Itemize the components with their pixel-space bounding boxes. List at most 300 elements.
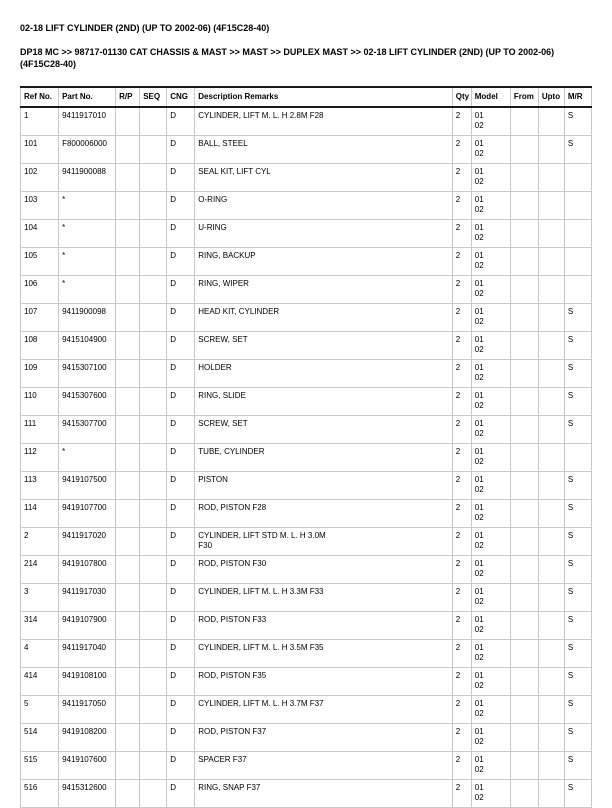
upto-cell	[538, 192, 564, 220]
model-cell: 01 02	[471, 528, 510, 556]
ref-no-cell: 104	[21, 220, 59, 248]
from-cell	[510, 612, 538, 640]
cng-cell: D	[167, 220, 195, 248]
model-cell: 01 02	[471, 668, 510, 696]
rp-cell	[116, 724, 140, 752]
model-cell: 01 02	[471, 752, 510, 780]
upto-cell	[538, 752, 564, 780]
upto-cell	[538, 612, 564, 640]
part-no-cell: 9411917010	[59, 107, 116, 136]
model-cell: 01 02	[471, 640, 510, 668]
seq-cell	[140, 192, 167, 220]
upto-cell	[538, 248, 564, 276]
part-no-cell: *	[59, 192, 116, 220]
part-no-cell: *	[59, 248, 116, 276]
mr-cell: S	[564, 752, 591, 780]
upto-cell	[538, 332, 564, 360]
table-header-row	[21, 87, 592, 107]
description-cell: CYLINDER, LIFT M. L. H 3.7M F37	[195, 696, 452, 724]
mr-cell: S	[564, 696, 591, 724]
qty-cell: 2	[452, 752, 471, 780]
seq-cell	[140, 360, 167, 388]
part-no-cell: *	[59, 220, 116, 248]
ref-no-header: Ref No.	[21, 87, 59, 107]
qty-cell: 2	[452, 332, 471, 360]
cng-cell: D	[167, 164, 195, 192]
from-cell	[510, 107, 538, 136]
from-cell	[510, 136, 538, 164]
table-row	[21, 724, 592, 752]
part-no-cell: 9419107500	[59, 472, 116, 500]
ref-no-cell: 109	[21, 360, 59, 388]
upto-cell	[538, 584, 564, 612]
model-cell: 01 02	[471, 416, 510, 444]
model-cell: 01 02	[471, 388, 510, 416]
model-cell: 01 02	[471, 472, 510, 500]
qty-cell: 2	[452, 276, 471, 304]
upto-cell	[538, 304, 564, 332]
cng-cell: D	[167, 780, 195, 808]
mr-cell: S	[564, 612, 591, 640]
rp-cell	[116, 276, 140, 304]
rp-cell	[116, 136, 140, 164]
part-no-cell: 9411917030	[59, 584, 116, 612]
from-cell	[510, 276, 538, 304]
table-row	[21, 444, 592, 472]
description-cell: BALL, STEEL	[195, 136, 452, 164]
cng-cell: D	[167, 556, 195, 584]
description-cell: SPACER F37	[195, 752, 452, 780]
table-row	[21, 584, 592, 612]
part-no-cell: 9419107700	[59, 500, 116, 528]
upto-cell	[538, 164, 564, 192]
upto-cell	[538, 500, 564, 528]
seq-cell	[140, 556, 167, 584]
from-cell	[510, 248, 538, 276]
mr-cell: S	[564, 107, 591, 136]
breadcrumb: DP18 MC >> 98717-01130 CAT CHASSIS & MAST >> MAST >> DUPLEX MAST >> 02-18 LIFT CYLINDER (2ND) (UP TO 2002-06) (4F15C28-40)	[20, 47, 555, 69]
seq-cell	[140, 136, 167, 164]
part-no-cell: 9419107800	[59, 556, 116, 584]
rp-cell	[116, 360, 140, 388]
qty-cell: 2	[452, 556, 471, 584]
from-cell	[510, 164, 538, 192]
description-cell: SCREW, SET	[195, 416, 452, 444]
rp-cell	[116, 192, 140, 220]
cng-cell: D	[167, 416, 195, 444]
cng-cell: D	[167, 668, 195, 696]
model-cell: 01 02	[471, 304, 510, 332]
ref-no-cell: 101	[21, 136, 59, 164]
qty-cell: 2	[452, 136, 471, 164]
ref-no-cell: 111	[21, 416, 59, 444]
table-row	[21, 220, 592, 248]
table-row	[21, 276, 592, 304]
qty-cell: 2	[452, 220, 471, 248]
qty-cell: 2	[452, 528, 471, 556]
table-row	[21, 668, 592, 696]
table-row	[21, 192, 592, 220]
qty-cell: 2	[452, 388, 471, 416]
upto-cell	[538, 780, 564, 808]
seq-cell	[140, 612, 167, 640]
ref-no-cell: 3	[21, 584, 59, 612]
table-row	[21, 780, 592, 808]
model-header: Model	[471, 87, 510, 107]
ref-no-cell: 108	[21, 332, 59, 360]
from-cell	[510, 472, 538, 500]
seq-cell	[140, 668, 167, 696]
qty-cell: 2	[452, 304, 471, 332]
model-cell: 01 02	[471, 192, 510, 220]
from-cell	[510, 780, 538, 808]
part-no-cell: 9419108200	[59, 724, 116, 752]
seq-cell	[140, 444, 167, 472]
cng-cell: D	[167, 304, 195, 332]
seq-cell	[140, 332, 167, 360]
mr-cell: S	[564, 640, 591, 668]
part-no-cell: 9411900088	[59, 164, 116, 192]
seq-cell	[140, 752, 167, 780]
upto-cell	[538, 724, 564, 752]
cng-cell: D	[167, 472, 195, 500]
from-cell	[510, 416, 538, 444]
description-cell: ROD, PISTON F35	[195, 668, 452, 696]
upto-cell	[538, 360, 564, 388]
description-cell: TUBE, CYLINDER	[195, 444, 452, 472]
seq-header: SEQ	[140, 87, 167, 107]
ref-no-cell: 2	[21, 528, 59, 556]
mr-cell: S	[564, 472, 591, 500]
cng-cell: D	[167, 528, 195, 556]
mr-header: M/R	[564, 87, 591, 107]
mr-cell	[564, 444, 591, 472]
part-no-cell: 9411917020	[59, 528, 116, 556]
part-no-cell: 9419107900	[59, 612, 116, 640]
cng-cell: D	[167, 360, 195, 388]
cng-cell: D	[167, 444, 195, 472]
seq-cell	[140, 724, 167, 752]
cng-cell: D	[167, 696, 195, 724]
upto-cell	[538, 276, 564, 304]
upto-cell	[538, 556, 564, 584]
upto-cell	[538, 472, 564, 500]
description-cell: O-RING	[195, 192, 452, 220]
cng-cell: D	[167, 500, 195, 528]
rp-cell	[116, 388, 140, 416]
ref-no-cell: 105	[21, 248, 59, 276]
seq-cell	[140, 276, 167, 304]
mr-cell: S	[564, 136, 591, 164]
description-cell: ROD, PISTON F30	[195, 556, 452, 584]
part-no-cell: 9419107600	[59, 752, 116, 780]
mr-cell: S	[564, 584, 591, 612]
rp-cell	[116, 304, 140, 332]
part-no-cell: 9411917050	[59, 696, 116, 724]
rp-cell	[116, 444, 140, 472]
upto-cell	[538, 668, 564, 696]
cng-cell: D	[167, 640, 195, 668]
ref-no-cell: 414	[21, 668, 59, 696]
seq-cell	[140, 640, 167, 668]
ref-no-cell: 106	[21, 276, 59, 304]
qty-cell: 2	[452, 248, 471, 276]
table-row	[21, 612, 592, 640]
table-row	[21, 416, 592, 444]
seq-cell	[140, 107, 167, 136]
qty-cell: 2	[452, 416, 471, 444]
table-row	[21, 472, 592, 500]
ref-no-cell: 516	[21, 780, 59, 808]
table-row	[21, 304, 592, 332]
qty-cell: 2	[452, 584, 471, 612]
table-row	[21, 556, 592, 584]
seq-cell	[140, 500, 167, 528]
description-cell: CYLINDER, LIFT M. L. H 3.5M F35	[195, 640, 452, 668]
rp-cell	[116, 696, 140, 724]
ref-no-cell: 113	[21, 472, 59, 500]
model-cell: 01 02	[471, 136, 510, 164]
upto-cell	[538, 640, 564, 668]
qty-cell: 2	[452, 360, 471, 388]
seq-cell	[140, 528, 167, 556]
cng-cell: D	[167, 248, 195, 276]
table-row	[21, 332, 592, 360]
ref-no-cell: 112	[21, 444, 59, 472]
cng-header: CNG	[167, 87, 195, 107]
mr-cell: S	[564, 668, 591, 696]
from-cell	[510, 640, 538, 668]
cng-cell: D	[167, 332, 195, 360]
table-row	[21, 640, 592, 668]
rp-cell	[116, 528, 140, 556]
cng-cell: D	[167, 724, 195, 752]
part-no-cell: 9411917040	[59, 640, 116, 668]
description-cell: ROD, PISTON F37	[195, 724, 452, 752]
ref-no-cell: 110	[21, 388, 59, 416]
mr-cell: S	[564, 556, 591, 584]
rp-cell	[116, 668, 140, 696]
qty-cell: 2	[452, 472, 471, 500]
model-cell: 01 02	[471, 556, 510, 584]
model-cell: 01 02	[471, 360, 510, 388]
model-cell: 01 02	[471, 696, 510, 724]
part-no-cell: 9415307100	[59, 360, 116, 388]
from-cell	[510, 332, 538, 360]
ref-no-cell: 1	[21, 107, 59, 136]
ref-no-cell: 5	[21, 696, 59, 724]
model-cell: 01 02	[471, 612, 510, 640]
mr-cell: S	[564, 388, 591, 416]
model-cell: 01 02	[471, 724, 510, 752]
upto-cell	[538, 528, 564, 556]
seq-cell	[140, 164, 167, 192]
description-cell: HOLDER	[195, 360, 452, 388]
from-cell	[510, 724, 538, 752]
from-cell	[510, 556, 538, 584]
ref-no-cell: 103	[21, 192, 59, 220]
seq-cell	[140, 220, 167, 248]
upto-cell	[538, 220, 564, 248]
seq-cell	[140, 584, 167, 612]
description-header: Description Remarks	[195, 87, 452, 107]
table-row	[21, 136, 592, 164]
cng-cell: D	[167, 276, 195, 304]
part-no-cell: 9411900098	[59, 304, 116, 332]
description-cell: HEAD KIT, CYLINDER	[195, 304, 452, 332]
table-row	[21, 248, 592, 276]
mr-cell	[564, 220, 591, 248]
mr-cell: S	[564, 500, 591, 528]
from-header: From	[510, 87, 538, 107]
rp-cell	[116, 164, 140, 192]
rp-cell	[116, 780, 140, 808]
mr-cell: S	[564, 780, 591, 808]
from-cell	[510, 304, 538, 332]
table-row	[21, 528, 592, 556]
cng-cell: D	[167, 388, 195, 416]
rp-header: R/P	[116, 87, 140, 107]
upto-cell	[538, 136, 564, 164]
part-no-header: Part No.	[59, 87, 116, 107]
model-cell: 01 02	[471, 220, 510, 248]
rp-cell	[116, 584, 140, 612]
parts-table	[20, 86, 592, 808]
qty-cell: 2	[452, 696, 471, 724]
description-cell: CYLINDER, LIFT M. L. H 2.8M F28	[195, 107, 452, 136]
rp-cell	[116, 640, 140, 668]
part-no-cell: 9415312600	[59, 780, 116, 808]
rp-cell	[116, 248, 140, 276]
description-cell: CYLINDER, LIFT M. L. H 3.3M F33	[195, 584, 452, 612]
ref-no-cell: 515	[21, 752, 59, 780]
from-cell	[510, 444, 538, 472]
from-cell	[510, 752, 538, 780]
upto-cell	[538, 696, 564, 724]
description-cell: CYLINDER, LIFT STD M. L. H 3.0M F30	[195, 528, 452, 556]
cng-cell: D	[167, 584, 195, 612]
seq-cell	[140, 304, 167, 332]
mr-cell: S	[564, 304, 591, 332]
qty-cell: 2	[452, 500, 471, 528]
ref-no-cell: 4	[21, 640, 59, 668]
upto-cell	[538, 416, 564, 444]
upto-header: Upto	[538, 87, 564, 107]
model-cell: 01 02	[471, 444, 510, 472]
description-cell: SCREW, SET	[195, 332, 452, 360]
description-cell: RING, SNAP F37	[195, 780, 452, 808]
rp-cell	[116, 752, 140, 780]
from-cell	[510, 500, 538, 528]
from-cell	[510, 528, 538, 556]
rp-cell	[116, 500, 140, 528]
description-cell: ROD, PISTON F33	[195, 612, 452, 640]
table-row	[21, 164, 592, 192]
qty-cell: 2	[452, 640, 471, 668]
qty-cell: 2	[452, 444, 471, 472]
rp-cell	[116, 556, 140, 584]
rp-cell	[116, 220, 140, 248]
description-cell: ROD, PISTON F28	[195, 500, 452, 528]
part-no-cell: *	[59, 276, 116, 304]
table-row	[21, 360, 592, 388]
description-cell: RING, WIPER	[195, 276, 452, 304]
rp-cell	[116, 332, 140, 360]
mr-cell: S	[564, 360, 591, 388]
mr-cell: S	[564, 528, 591, 556]
mr-cell	[564, 192, 591, 220]
from-cell	[510, 388, 538, 416]
part-no-cell: 9419108100	[59, 668, 116, 696]
table-row	[21, 388, 592, 416]
part-no-cell: *	[59, 444, 116, 472]
parts-table-body	[21, 107, 592, 808]
model-cell: 01 02	[471, 164, 510, 192]
seq-cell	[140, 248, 167, 276]
cng-cell: D	[167, 136, 195, 164]
qty-cell: 2	[452, 780, 471, 808]
cng-cell: D	[167, 192, 195, 220]
ref-no-cell: 314	[21, 612, 59, 640]
ref-no-cell: 214	[21, 556, 59, 584]
ref-no-cell: 107	[21, 304, 59, 332]
qty-cell: 2	[452, 107, 471, 136]
upto-cell	[538, 107, 564, 136]
table-row	[21, 107, 592, 136]
ref-no-cell: 514	[21, 724, 59, 752]
ref-no-cell: 114	[21, 500, 59, 528]
upto-cell	[538, 388, 564, 416]
seq-cell	[140, 780, 167, 808]
from-cell	[510, 192, 538, 220]
mr-cell: S	[564, 724, 591, 752]
seq-cell	[140, 472, 167, 500]
model-cell: 01 02	[471, 780, 510, 808]
table-row	[21, 696, 592, 724]
mr-cell: S	[564, 332, 591, 360]
part-no-cell: 9415307600	[59, 388, 116, 416]
cng-cell: D	[167, 752, 195, 780]
part-no-cell: F800006000	[59, 136, 116, 164]
mr-cell	[564, 164, 591, 192]
part-no-cell: 9415104900	[59, 332, 116, 360]
upto-cell	[538, 444, 564, 472]
model-cell: 01 02	[471, 276, 510, 304]
from-cell	[510, 360, 538, 388]
model-cell: 01 02	[471, 584, 510, 612]
qty-cell: 2	[452, 724, 471, 752]
qty-cell: 2	[452, 192, 471, 220]
seq-cell	[140, 416, 167, 444]
from-cell	[510, 584, 538, 612]
description-cell: SEAL KIT, LIFT CYL	[195, 164, 452, 192]
description-cell: RING, SLIDE	[195, 388, 452, 416]
qty-cell: 2	[452, 668, 471, 696]
qty-cell: 2	[452, 612, 471, 640]
mr-cell	[564, 248, 591, 276]
ref-no-cell: 102	[21, 164, 59, 192]
qty-cell: 2	[452, 164, 471, 192]
description-cell: U-RING	[195, 220, 452, 248]
part-no-cell: 9415307700	[59, 416, 116, 444]
rp-cell	[116, 107, 140, 136]
rp-cell	[116, 472, 140, 500]
model-cell: 01 02	[471, 248, 510, 276]
from-cell	[510, 696, 538, 724]
page-title: 02-18 LIFT CYLINDER (2ND) (UP TO 2002-06) (4F15C28-40)	[20, 23, 270, 33]
qty-header: Qty	[452, 87, 471, 107]
mr-cell: S	[564, 416, 591, 444]
